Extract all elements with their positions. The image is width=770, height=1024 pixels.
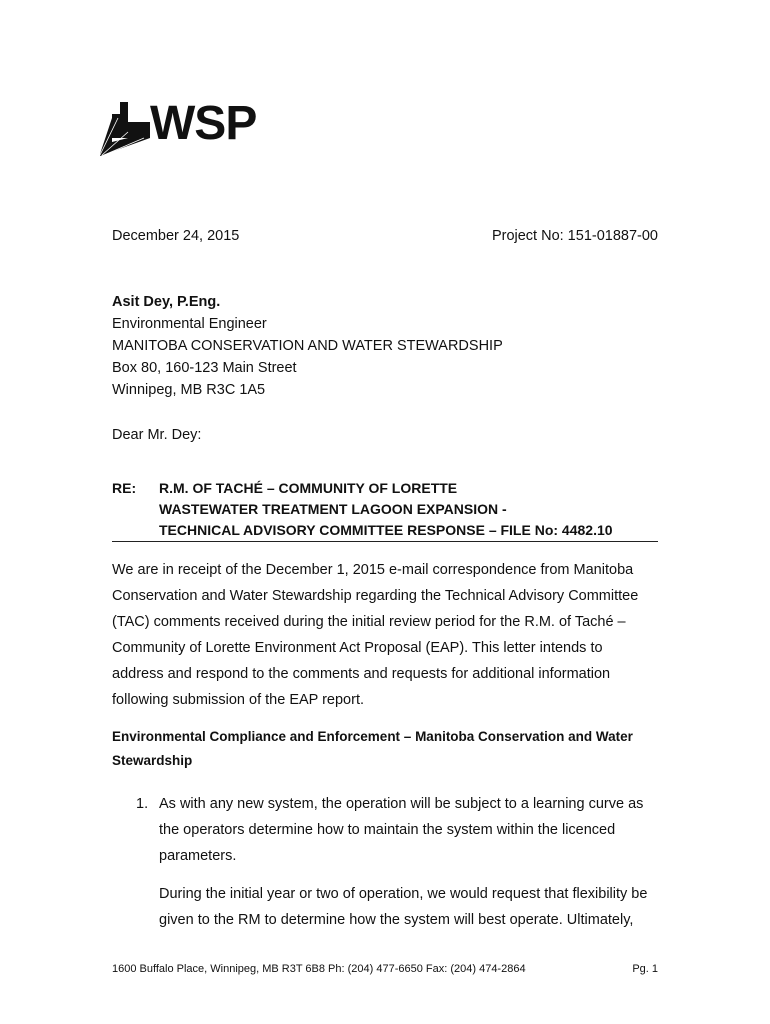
footer-address: 1600 Buffalo Place, Winnipeg, MB R3T 6B8 Ph: (204) 477-6650 Fax: (204) 474-2864 — [112, 963, 526, 975]
logo-text: WSP — [150, 97, 257, 150]
list-item-number: 1. — [136, 796, 149, 812]
intro-paragraph: We are in receipt of the December 1, 2015 e-mail correspondence from Manitoba Conservation and Water Stewardship regarding the Technical Advisory Committee (TAC) comments received during the initial review period for the R.M. of Taché – Community of Lorette Environment Act Proposal (EAP). This letter intends to address and respond to the comments and requests for additional information following submission of the EAP report. — [112, 562, 639, 708]
subject-label: RE: — [112, 480, 137, 496]
recipient-city: Winnipeg, MB R3C 1A5 — [112, 382, 266, 398]
list-item-continuation: During the initial year or two of operation, we would request that flexibility be given to the RM to determine how the system will best operate. Ultimately, — [159, 886, 648, 928]
wsp-logo — [98, 98, 273, 158]
project-number: Project No: 151-01887-00 — [491, 228, 658, 244]
salutation: Dear Mr. Dey: — [112, 427, 202, 443]
subject-line-3: TECHNICAL ADVISORY COMMITTEE RESPONSE – FILE No: 4482.10 — [159, 522, 613, 538]
recipient-street: Box 80, 160-123 Main Street — [112, 360, 297, 376]
section-heading: Environmental Compliance and Enforcement – Manitoba Conservation and Water Stewardship — [112, 729, 633, 768]
letter-date: December 24, 2015 — [112, 228, 240, 244]
recipient-title: Environmental Engineer — [112, 316, 267, 332]
subject-line-2: WASTEWATER TREATMENT LAGOON EXPANSION - — [159, 501, 507, 517]
subject-line-1: R.M. OF TACHÉ – COMMUNITY OF LORETTE — [159, 480, 458, 496]
recipient-name: Asit Dey, P.Eng. — [112, 294, 221, 310]
page-number: Pg. 1 — [632, 963, 658, 975]
subject-divider — [112, 541, 658, 542]
list-item-text: As with any new system, the operation will be subject to a learning curve as the operators determine how to maintain the system within the licenced parameters. — [159, 796, 644, 864]
recipient-org: MANITOBA CONSERVATION AND WATER STEWARDSHIP — [112, 338, 503, 354]
recipient-address — [112, 291, 503, 401]
wsp-logo-mark-icon — [98, 98, 154, 158]
